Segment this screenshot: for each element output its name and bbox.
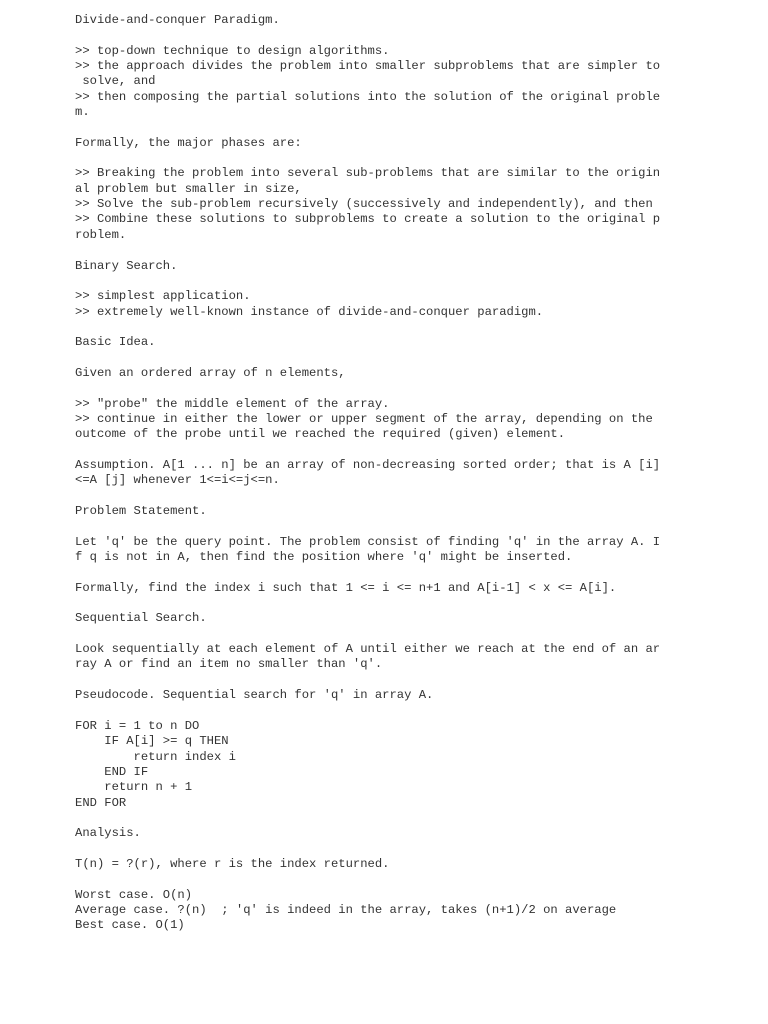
blank-line [75, 565, 695, 580]
blank-line [75, 811, 695, 826]
blank-line [75, 673, 695, 688]
blank-line [75, 151, 695, 166]
text-line: Let 'q' be the query point. The problem consist of finding 'q' in the array A. I [75, 534, 661, 549]
blank-line [75, 28, 695, 43]
text-line: Binary Search. [75, 258, 178, 273]
text-line: al problem but smaller in size, [75, 181, 302, 196]
blank-line [75, 443, 695, 458]
blank-line [75, 274, 695, 289]
text-line: >> top-down technique to design algorithms. [75, 43, 390, 58]
text-line: Average case. ?(n) ; 'q' is indeed in the array, takes (n+1)/2 on average [75, 902, 617, 917]
text-line: >> simplest application. [75, 289, 251, 304]
text-line: roblem. [75, 227, 127, 242]
blank-line [75, 320, 695, 335]
text-line: <=A [j] whenever 1<=i<=j<=n. [75, 473, 280, 488]
text-line: return index i [75, 749, 236, 764]
text-line: T(n) = ?(r), where r is the index returned. [75, 856, 390, 871]
text-line: return n + 1 [75, 780, 193, 795]
text-line: Problem Statement. [75, 504, 207, 518]
text-line: Sequential Search. [75, 611, 207, 626]
document-body [75, 13, 695, 934]
blank-line [75, 627, 695, 642]
text-line: solve, and [75, 74, 156, 89]
text-line: >> Breaking the problem into several sub-problems that are similar to the origin [75, 166, 661, 181]
text-line: Divide-and-conquer Paradigm. [75, 13, 280, 27]
text-line: Best case. O(1) [75, 918, 185, 933]
blank-line [75, 519, 695, 534]
text-line: >> Combine these solutions to subproblems to create a solution to the original p [75, 212, 661, 227]
text-line: Basic Idea. [75, 335, 156, 350]
text-line: >> the approach divides the problem into smaller subproblems that are simpler to [75, 59, 661, 74]
text-line: >> extremely well-known instance of divide-and-conquer paradigm. [75, 304, 544, 319]
text-line: >> "probe" the middle element of the array. [75, 396, 390, 411]
blank-line [75, 120, 695, 135]
blank-line [75, 381, 695, 396]
text-line: Formally, the major phases are: [75, 135, 302, 150]
blank-line [75, 243, 695, 258]
text-line: Assumption. A[1 ... n] be an array of non-decreasing sorted order; that is A [i] [75, 457, 661, 472]
text-line: Analysis. [75, 826, 141, 841]
text-line: ray A or find an item no smaller than 'q'. [75, 657, 383, 672]
text-line: >> then composing the partial solutions into the solution of the original proble [75, 89, 661, 104]
text-line: IF A[i] >= q THEN [75, 734, 229, 749]
text-line: Look sequentially at each element of A until either we reach at the end of an ar [75, 642, 661, 657]
blank-line [75, 842, 695, 857]
blank-line [75, 351, 695, 366]
text-line: END FOR [75, 795, 127, 810]
blank-line [75, 872, 695, 887]
text-line: FOR i = 1 to n DO [75, 718, 200, 733]
blank-line [75, 703, 695, 718]
text-line: f q is not in A, then find the position where 'q' might be inserted. [75, 550, 573, 565]
text-line: Worst case. O(n) [75, 887, 193, 902]
blank-line [75, 489, 695, 504]
blank-line [75, 596, 695, 611]
text-line: END IF [75, 764, 149, 779]
text-line: m. [75, 105, 90, 120]
text-line: outcome of the probe until we reached the required (given) element. [75, 427, 566, 442]
text-line: Formally, find the index i such that 1 <= i <= n+1 and A[i-1] < x <= A[i]. [75, 580, 617, 595]
text-line: Given an ordered array of n elements, [75, 365, 346, 380]
text-line: Pseudocode. Sequential search for 'q' in array A. [75, 688, 434, 703]
text-line: >> Solve the sub-problem recursively (successively and independently), and then [75, 197, 653, 212]
text-line: >> continue in either the lower or upper segment of the array, depending on the [75, 411, 653, 426]
